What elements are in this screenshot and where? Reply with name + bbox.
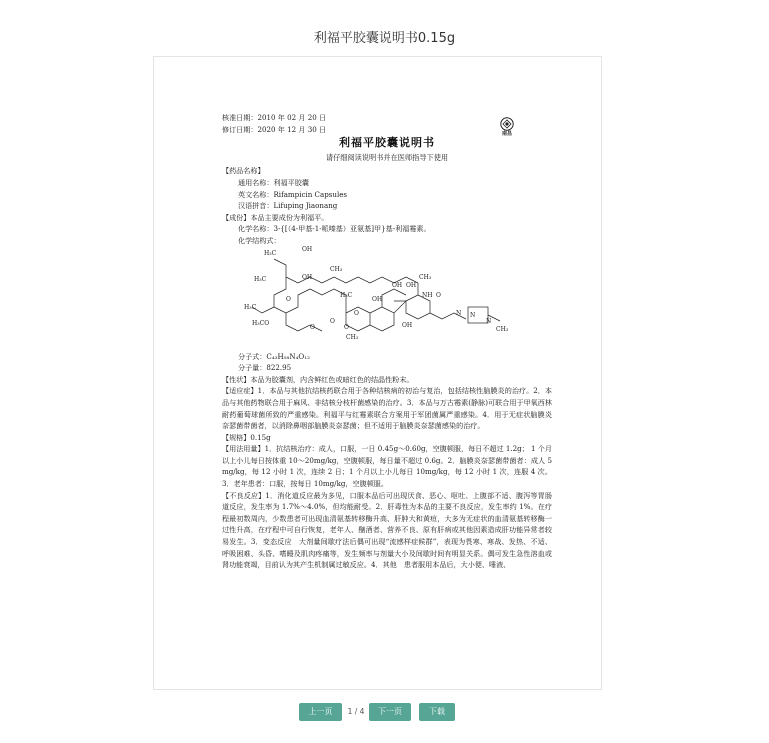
molecular-weight: 分子量：822.95 xyxy=(238,363,292,373)
structure-atom-label: H₃C xyxy=(244,304,257,311)
structure-atom-label: CH₃ xyxy=(346,334,359,341)
structure-atom-label: OH xyxy=(302,274,313,281)
structure-atom-label: N xyxy=(486,318,492,325)
logo-text: 南昌 xyxy=(501,131,512,137)
drug-name-header: 【药品名称】 xyxy=(222,166,265,176)
structure-atom-label: CH₃ xyxy=(330,266,343,273)
structure-atom-label: H₃C xyxy=(340,292,353,299)
pinyin-name: 汉语拼音：Lifuping Jiaonang xyxy=(238,201,338,211)
approval-date: 核准日期：2010 年 02 月 20 日 xyxy=(222,113,327,122)
leaflet-title: 利福平胶囊说明书 xyxy=(339,136,435,150)
structure-atom-label: H₃CO xyxy=(252,320,270,327)
structure-atom-label: OH xyxy=(392,282,403,289)
specification: 【规格】0.15g xyxy=(222,432,271,442)
structure-atom-label: O xyxy=(344,324,349,331)
revision-date: 修订日期：2020 年 12 月 30 日 xyxy=(222,124,327,134)
english-name: 英文名称：Rifampicin Capsules xyxy=(238,189,348,199)
prev-page-button[interactable]: 上一页 xyxy=(299,703,342,721)
chemical-structure-diagram xyxy=(244,245,514,343)
generic-name: 通用名称：利福平胶囊 xyxy=(238,177,309,187)
page-indicator: 1 / 4 xyxy=(347,707,365,716)
properties: 【性状】本品为胶囊剂，内含鲜红色或暗红色的结晶性粉末。 xyxy=(222,374,414,384)
structure-atom-label: NH xyxy=(422,292,433,299)
indications: 【适应症】1．本品与其他抗结核药联合用于各种结核病的初治与复治，包括结核性脑膜炎的治疗。2．本品与其他药物联合用于麻风、非结核分枝杆菌感染的治疗。3．本品与万古霉素(静脉)可联合用于甲氧西林耐药葡萄球菌所致的严重感染。利福平与红霉素联合方案用于军团菌属严重感染。4．用于无症状脑膜炎奈瑟菌带菌者，以消除鼻咽部脑膜炎奈瑟菌；但不适用于脑膜炎奈瑟菌感染的治疗。 xyxy=(222,386,552,431)
structure-atom-label: OH xyxy=(302,246,313,253)
structure-atom-label: H₃C xyxy=(264,250,277,257)
structure-atom-label: O xyxy=(286,296,291,303)
structure-atom-label: OH xyxy=(406,282,417,289)
structure-atom-label: N xyxy=(456,310,462,317)
structure-atom-label: O xyxy=(354,310,359,317)
leaflet-subtitle: 请仔细阅读说明书并在医师指导下使用 xyxy=(325,152,449,162)
structure-atom-label: CH₃ xyxy=(419,274,432,281)
structure-atom-label: CH₃ xyxy=(496,326,509,333)
download-button[interactable]: 下载 xyxy=(419,703,455,721)
structure-atom-label: OH xyxy=(372,296,383,303)
structure-atom-label: O xyxy=(310,324,315,331)
structure-atom-label: OH xyxy=(402,322,413,329)
chemical-name: 化学名称：3-{[（4-甲基-1-哌嗪基）亚氨基]甲}基-利福霉素。 xyxy=(238,224,431,234)
structure-atom-label: N xyxy=(470,312,476,319)
structure-atom-label: O xyxy=(436,292,441,299)
next-page-button[interactable]: 下一页 xyxy=(369,703,411,721)
document-page xyxy=(153,56,602,690)
structure-atom-label: O xyxy=(330,318,335,325)
pagination-bar xyxy=(0,703,769,721)
structure-label: 化学结构式： xyxy=(238,235,281,245)
viewer-title: 利福平胶囊说明书0.15g xyxy=(313,31,456,46)
molecular-formula: 分子式：C₄₃H₅₈N₄O₁₂ xyxy=(238,351,310,361)
dosage: 【用法用量】1．抗结核治疗：成人，口服，一日 0.45g～0.60g，空腹顿服，每日不超过 1.2g； 1 个月以上小儿每日按体重 10～20mg/kg，空腹顿服，每日量不超过 0.6g。2．脑膜炎奈瑟菌带菌者：成人 5mg/kg，每 12 小时 1 次，连续 2 日；1 个月以上小儿每日 10mg/kg，每 12 小时 1 次，连服 4 次。3．老年患者：口服，按每日 10mg/kg，空腹顿服。 xyxy=(222,444,552,489)
adverse-reactions: 【不良反应】1．消化道反应最为多见，口服本品后可出现厌食、恶心、呕吐、上腹部不适、腹泻等胃肠道反应，发生率为 1.7%～4.0%，但均能耐受。2．肝毒性为本品的主要不良反应，发生率约 1%。在疗程最初数周内，少数患者可出现血清氨基转移酶升高、肝肿大和黄疸，大多为无症状的血清氨基转移酶一过性升高，在疗程中可自行恢复，老年人、酗酒者、营养不良、原有肝病或其他因素造成肝功能异常者较易发生。3．变态反应 大剂量间歇疗法后偶可出现“流感样症候群”，表现为畏寒、寒战、发热、不适、呼吸困难、头昏、嗜睡及肌肉疼痛等，发生频率与剂量大小及间歇时间有明显关系。偶可发生急性溶血或肾功能衰竭，目前认为其产生机制属过敏反应。4．其他 患者服用本品后，大小便、唾液、 xyxy=(222,490,552,570)
structure-atom-label: H₃C xyxy=(254,276,267,283)
ingredients: 【成份】本品主要成份为利福平。 xyxy=(222,212,329,222)
